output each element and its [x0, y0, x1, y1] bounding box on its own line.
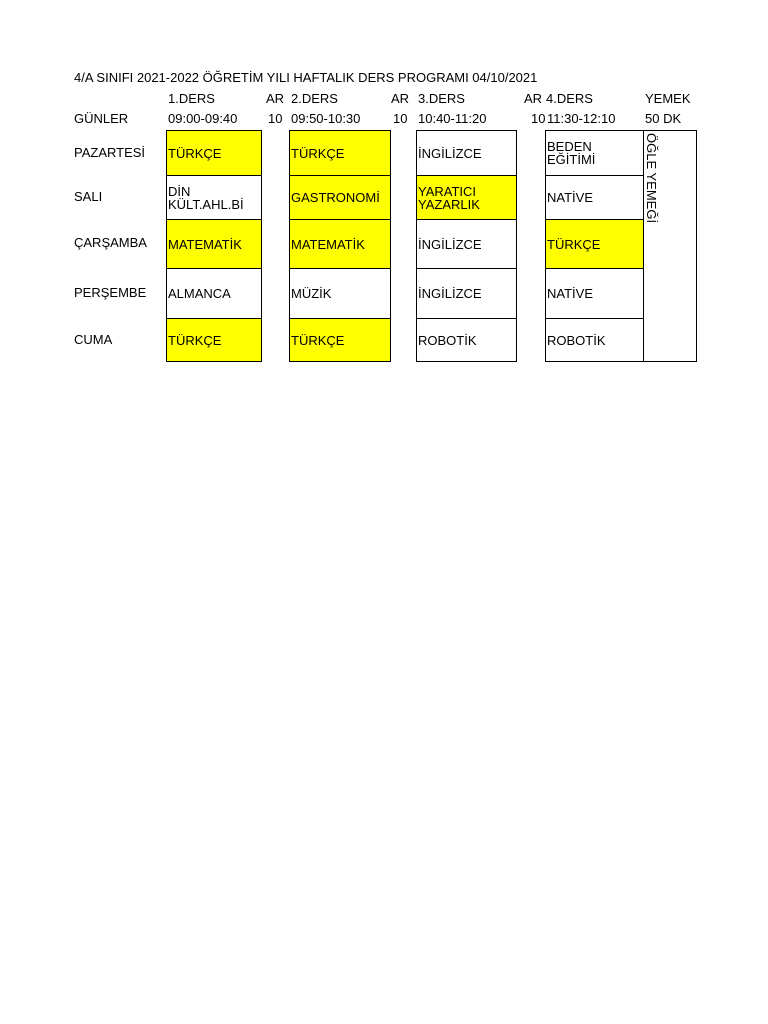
lesson-cell: TÜRKÇE	[289, 130, 391, 176]
lesson-cell: MATEMATİK	[166, 219, 262, 269]
lesson-cell: TÜRKÇE	[545, 219, 644, 269]
lesson2-header: 2.DERS	[291, 91, 338, 106]
day-label: ÇARŞAMBA	[74, 235, 147, 250]
lesson-cell: NATİVE	[545, 268, 644, 319]
lesson3-header: 3.DERS	[418, 91, 465, 106]
lesson-cell: ROBOTİK	[545, 318, 644, 362]
meal-header: YEMEK	[645, 91, 691, 106]
day-label: SALI	[74, 189, 103, 204]
break1-time: 10	[268, 112, 283, 126]
lesson4-time: 11:30-12:10	[547, 111, 616, 126]
lesson-cell: TÜRKÇE	[166, 130, 262, 176]
break2-label: AR	[391, 91, 410, 106]
lesson-cell: YARATICI YAZARLIK	[416, 175, 517, 220]
lesson-cell: İNGİLİZCE	[416, 219, 517, 269]
lesson1-time: 09:00-09:40	[168, 111, 238, 126]
break1-label: AR	[266, 91, 285, 106]
lesson-cell: İNGİLİZCE	[416, 130, 517, 176]
day-label: PERŞEMBE	[74, 285, 147, 300]
page-title: 4/A SINIFI 2021-2022 ÖĞRETİM YILI HAFTALIK DERS PROGRAMI 04/10/2021	[74, 70, 538, 85]
lunch-label: ÖĞLE YEMEĞİ	[644, 133, 659, 224]
lesson1-header: 1.DERS	[168, 91, 215, 106]
lesson2-time: 09:50-10:30	[291, 111, 361, 126]
lesson-cell: ALMANCA	[166, 268, 262, 319]
lesson4-header: 4.DERS	[546, 91, 593, 106]
days-header: GÜNLER	[74, 111, 129, 126]
lesson-cell: TÜRKÇE	[166, 318, 262, 362]
break2-time: 10	[393, 112, 408, 126]
lesson3-time: 10:40-11:20	[418, 111, 487, 126]
lesson-cell: TÜRKÇE	[289, 318, 391, 362]
day-label: PAZARTESİ	[74, 145, 146, 160]
meal-duration: 50 DK	[645, 111, 682, 126]
day-label: CUMA	[74, 332, 113, 347]
lesson-cell: İNGİLİZCE	[416, 268, 517, 319]
break3-time: 10	[531, 112, 546, 126]
break3-label: AR	[524, 91, 543, 106]
lesson-cell: MÜZİK	[289, 268, 391, 319]
lesson-cell: NATİVE	[545, 175, 644, 220]
lesson-cell: BEDEN EĞİTİMİ	[545, 130, 644, 176]
lesson-cell: ROBOTİK	[416, 318, 517, 362]
lesson-cell: MATEMATİK	[289, 219, 391, 269]
lesson-cell: DİN KÜLT.AHL.Bİ	[166, 175, 262, 220]
lesson-cell: GASTRONOMİ	[289, 175, 391, 220]
